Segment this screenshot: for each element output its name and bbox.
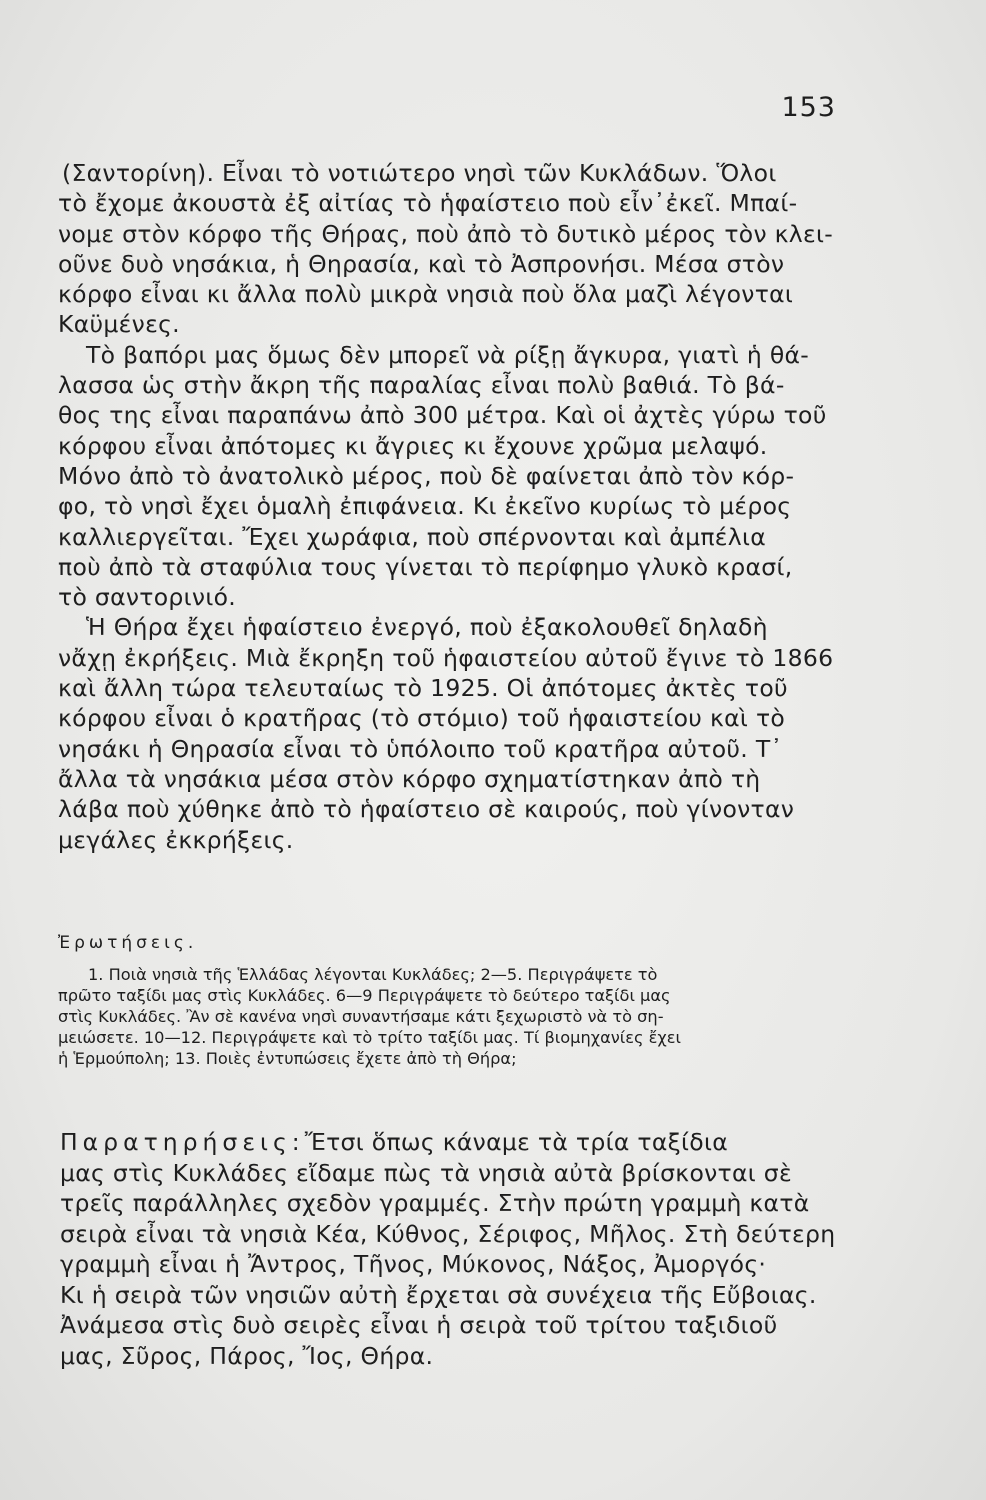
text-line: κόρφου εἶναι ἀπότομες κι ἄγριες κι ἔχουνε χρῶμα μελαψό. xyxy=(58,431,768,460)
question-line: πρῶτο ταξίδι μας στὶς Κυκλάδες. 6—9 Περιγράψετε τὸ δεύτερο ταξίδι μας xyxy=(58,986,671,1005)
notes-line: Κι ἡ σειρὰ τῶν νησιῶν αὐτὴ ἔρχεται σὰ συνέχεια τῆς Εὔβοιας. xyxy=(60,1280,817,1309)
notes-section xyxy=(60,1127,866,1371)
text-line: (Σαντορίνη). Εἶναι τὸ νοτιώτερο νησὶ τῶν Κυκλάδων. Ὅλοι xyxy=(62,159,777,187)
main-text xyxy=(58,158,864,855)
text-line: Μόνο ἀπὸ τὸ ἀνατολικὸ μέρος, ποὺ δὲ φαίνεται ἀπὸ τὸν κόρ- xyxy=(58,461,795,490)
text-line: θος της εἶναι παραπάνω ἀπὸ 300 μέτρα. Καὶ οἱ ἀχτὲς γύρω τοῦ xyxy=(58,401,827,430)
text-line: ἄλλα τὰ νησάκια μέσα στὸν κόρφο σχηματίστηκαν ἀπὸ τὴ xyxy=(58,764,761,793)
notes-label: Παρατηρήσεις: xyxy=(60,1128,305,1156)
text-line: νομε στὸν κόρφο τῆς Θήρας, ποὺ ἀπὸ τὸ δυτικὸ μέρος τὸν κλει- xyxy=(58,219,834,248)
text-line: καλλιεργεῖται. Ἔχει χωράφια, ποὺ σπέρνονται καὶ ἀμπέλια xyxy=(58,522,767,551)
notes-line: μας, Σῦρος, Πάρος, Ἴος, Θήρα. xyxy=(60,1341,434,1370)
notes-line: γραμμὴ εἶναι ἡ Ἄντρος, Τῆνος, Μύκονος, Νάξος, Ἀμοργός· xyxy=(60,1250,767,1278)
notes-line: Ἀνάμεσα στὶς δυὸ σειρὲς εἶναι ἡ σειρὰ τοῦ τρίτου ταξιδιοῦ xyxy=(60,1311,778,1339)
notes-line: μας στὶς Κυκλάδες εἴδαμε πὼς τὰ νησιὰ αὐτὰ βρίσκονται σὲ xyxy=(60,1158,793,1187)
question-line: μειώσετε. 10—12. Περιγράψετε καὶ τὸ τρίτο ταξίδι μας. Τί βιομηχανίες ἔχει xyxy=(58,1028,681,1047)
text-line: Ἡ Θήρα ἔχει ἡφαίστειο ἐνεργό, ποὺ ἐξακολουθεῖ δηλαδὴ xyxy=(86,613,768,642)
text-line: Τὸ βαπόρι μας ὅμως δὲν μπορεῖ νὰ ρίξῃ ἄγκυρα, γιατὶ ἡ θά- xyxy=(86,340,810,369)
page-number: 153 xyxy=(781,92,836,123)
questions-section xyxy=(58,930,864,1069)
text-line: κόρφου εἶναι ὁ κρατῆρας (τὸ στόμιο) τοῦ ἡφαιστείου καὶ τὸ xyxy=(58,704,786,733)
text-line: ποὺ ἀπὸ τὰ σταφύλια τους γίνεται τὸ περίφημο γλυκὸ κρασί, xyxy=(58,552,793,581)
text-line: λάβα ποὺ χύθηκε ἀπὸ τὸ ἡφαίστειο σὲ καιρούς, ποὺ γίνονταν xyxy=(58,795,795,824)
text-line: Καϋμένες. xyxy=(58,310,180,339)
notes-line: σειρὰ εἶναι τὰ νησιὰ Κέα, Κύθνος, Σέριφος, Μῆλος. Στὴ δεύτερη xyxy=(60,1219,836,1248)
notes-first-line xyxy=(60,1127,866,1158)
text-line: φο, τὸ νησὶ ἔχει ὁμαλὴ ἐπιφάνεια. Κι ἐκεῖνο κυρίως τὸ μέρος xyxy=(58,492,792,521)
text-line: κόρφο εἶναι κι ἄλλα πολὺ μικρὰ νησιὰ ποὺ ὅλα μαζὶ λέγονται xyxy=(58,280,794,309)
questions-heading: Ἐρωτήσεις. xyxy=(58,933,198,953)
text-line: τὸ ἔχομε ἀκουστὰ ἐξ αἰτίας τὸ ἡφαίστειο ποὺ εἶν᾽ἐκεῖ. Μπαί- xyxy=(58,189,798,218)
text-line: μεγάλες ἐκκρήξεις. xyxy=(58,825,294,854)
question-line: στὶς Κυκλάδες. Ἂν σὲ κανένα νησὶ συναντήσαμε κάτι ξεχωριστὸ νὰ τὸ ση- xyxy=(58,1007,664,1026)
notes-first-line-text: Ἔτσι ὅπως κάναμε τὰ τρία ταξίδια xyxy=(304,1128,729,1156)
text-line: καὶ ἄλλη τώρα τελευταίως τὸ 1925. Οἱ ἀπότομες ἀκτὲς τοῦ xyxy=(58,674,788,703)
text-line: νἄχῃ ἐκρήξεις. Μιὰ ἔκρηξη τοῦ ἡφαιστείου αὐτοῦ ἔγινε τὸ 1866 xyxy=(58,643,834,672)
text-line: λασσα ὡς στὴν ἄκρη τῆς παραλίας εἶναι πολὺ βαθιά. Τὸ βά- xyxy=(58,371,785,400)
question-line: 1. Ποιὰ νησιὰ τῆς Ἑλλάδας λέγονται Κυκλάδες; 2—5. Περιγράψετε τὸ xyxy=(88,965,658,984)
text-line: τὸ σαντορινιό. xyxy=(58,583,237,612)
notes-line: τρεῖς παράλληλες σχεδὸν γραμμές. Στὴν πρώτη γραμμὴ κατὰ xyxy=(60,1189,810,1217)
text-line: οῦνε δυὸ νησάκια, ἡ Θηρασία, καὶ τὸ Ἀσπρονήσι. Μέσα στὸν xyxy=(58,249,785,278)
question-line: ἡ Ἑρμούπολη; 13. Ποιὲς ἐντυπώσεις ἔχετε ἀπὸ τὴ Θήρα; xyxy=(58,1049,517,1068)
text-line: νησάκι ἡ Θηρασία εἶναι τὸ ὑπόλοιπο τοῦ κρατῆρα αὐτοῦ. Τ᾽ xyxy=(58,734,783,763)
